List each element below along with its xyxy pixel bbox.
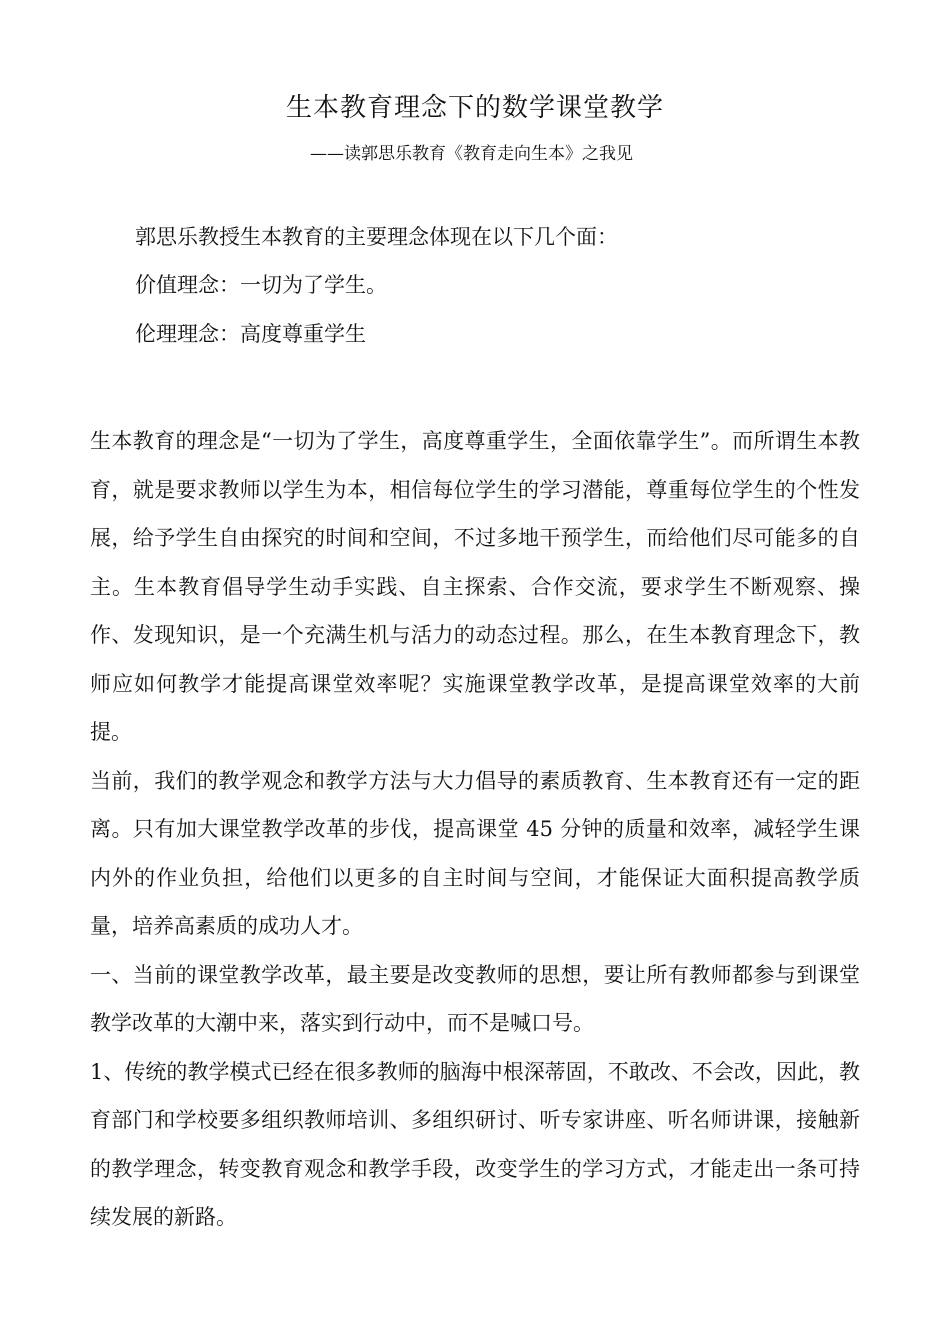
intro-line-value-concept: 价值理念：一切为了学生。: [135, 273, 387, 297]
paragraph-point-one: 1、传统的教学模式已经在很多教师的脑海中根深蒂固，不敢改、不会改，因此，教育部门和学校要多组织教师培训、多组织研讨、听专家讲座、听名师讲课，接触新的教学理念，转变教育观念和教学手段，改变学生的学习方式，才能走出一条可持续发展的新路。: [90, 1059, 860, 1229]
intro-line-ethics-concept: 伦理理念：高度尊重学生: [135, 322, 366, 346]
intro-line-heading: 郭思乐教授生本教育的主要理念体现在以下几个面：: [135, 225, 618, 249]
paragraph-current-situation: 当前，我们的教学观念和教学方法与大力倡导的素质教育、生本教育还有一定的距离。只有加大课堂教学改革的步伐，提高课堂 45 分钟的质量和效率，减轻学生课内外的作业负担，给他们以更多的自主时间与空间，才能保证大面积提高教学质量，培养高素质的成功人才。: [90, 768, 860, 938]
document-body: [90, 417, 860, 1242]
document-subtitle: ——读郭思乐教育《教育走向生本》之我见: [310, 144, 633, 164]
paragraph-section-one: 一、当前的课堂教学改革，最主要是改变教师的思想，要让所有教师都参与到课堂教学改革的大潮中来，落实到行动中，而不是喊口号。: [90, 962, 860, 1035]
document-title: 生本教育理念下的数学课堂教学: [285, 93, 664, 123]
paragraph-shengben-concept: 生本教育的理念是“一切为了学生，高度尊重学生，全面依靠学生”。而所谓生本教育，就是要求教师以学生为本，相信每位学生的学习潜能，尊重每位学生的个性发展，给予学生自由探究的时间和空间，不过多地干预学生，而给他们尽可能多的自主。生本教育倡导学生动手实践、自主探索、合作交流，要求学生不断观察、操作、发现知识，是一个充满生机与活力的动态过程。那么，在生本教育理念下，教师应如何教学才能提高课堂效率呢？实施课堂教学改革，是提高课堂效率的大前提。: [90, 429, 860, 744]
